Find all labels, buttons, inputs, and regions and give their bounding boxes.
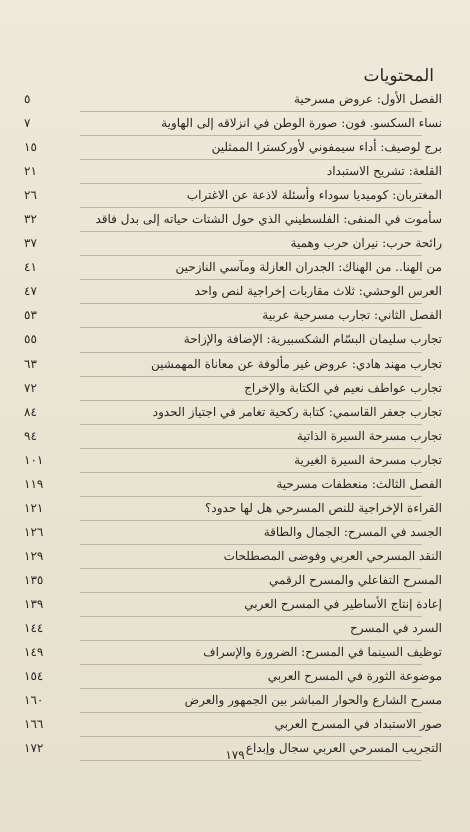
toc-entry <box>24 377 442 401</box>
toc-entry-title: تجارب جعفر القاسمي: كتابة ركحية تغامر في اجتياز الحدود <box>152 404 442 419</box>
toc-entry-title: من الهنا.. من الهناك: الجدران العازلة ومآسي النازحين <box>175 260 442 275</box>
toc-entry-page: ١٤٤ <box>24 621 44 636</box>
toc-entry-title: صور الاستبداد في المسرح العربي <box>274 717 442 732</box>
toc-entry-page: ١٢٦ <box>24 524 44 539</box>
toc-entry <box>24 280 442 304</box>
toc-entry-title: تجارب سليمان البسّام الشكسبيرية: الإضافة والإزاحة <box>183 332 442 347</box>
toc-entry <box>24 593 442 617</box>
toc-entry <box>24 689 442 713</box>
toc-entry <box>24 641 442 665</box>
toc-entry-page: ٦٣ <box>24 356 37 371</box>
toc-entry <box>24 473 442 497</box>
toc-entry-page: ٣٧ <box>24 236 37 251</box>
toc-entry <box>24 136 442 160</box>
toc-entry <box>24 160 442 184</box>
toc-entry-title: سأموت في المنفى: الفلسطيني الذي حول الشتات حياته إلى بدل فاقد <box>95 212 442 227</box>
toc-entry <box>24 449 442 473</box>
toc-entry <box>24 353 442 377</box>
toc-entry-page: ٥٥ <box>24 332 37 347</box>
toc-entry <box>24 401 442 425</box>
page-number: ١٧٩ <box>225 748 245 762</box>
toc-entry <box>24 617 442 641</box>
toc-entry-page: ٤١ <box>24 260 37 275</box>
toc-entry-title: المسرح التفاعلي والمسرح الرقمي <box>269 572 442 587</box>
toc-entry-page: ٧ <box>24 116 31 131</box>
toc-entry-title: برج لوصيف: أداء سيمفوني لأوركسترا الممثلين <box>211 140 442 155</box>
toc-entry-page: ٨٤ <box>24 404 37 419</box>
toc-entry <box>24 208 442 232</box>
toc-entry-title: القراءة الإخراجية للنص المسرحي هل لها حدود؟ <box>205 500 442 515</box>
toc-entry-title: تجارب مسرحة السيرة الغيرية <box>294 452 442 467</box>
toc-entry-page: ١٢١ <box>24 500 44 515</box>
toc-entry <box>24 569 442 593</box>
toc-entry-title: السرد في المسرح <box>349 621 442 636</box>
toc-entry-page: ٤٧ <box>24 284 37 299</box>
toc-entry-page: ٢٦ <box>24 188 37 203</box>
toc-entry-title: توظيف السينما في المسرح: الضرورة والإسراف <box>203 645 442 660</box>
toc-entry-page: ٥٣ <box>24 308 37 323</box>
toc-entry-title: الفصل الثالث: منعطفات مسرحية <box>276 476 442 491</box>
toc-entry <box>24 88 442 112</box>
toc-entry-title: العرس الوحشي: ثلاث مقاربات إخراجية لنص واحد <box>194 284 442 299</box>
toc-entry <box>24 184 442 208</box>
toc-entry-title: التجريب المسرحي العربي سجال وإبداع <box>245 741 442 756</box>
toc-entry <box>24 232 442 256</box>
toc-entry <box>24 521 442 545</box>
toc-entry-title: الجسد في المسرح: الجمال والطاقة <box>263 524 442 539</box>
toc-entry-page: ١٣٩ <box>24 596 44 611</box>
toc-entry-title: مسرح الشارع والحوار المباشر بين الجمهور والعرض <box>184 693 442 708</box>
toc-entry-page: ١٥ <box>24 140 37 155</box>
toc-entry-title: المغتربان: كوميديا سوداء وأسئلة لاذعة عن الاغتراب <box>186 188 442 203</box>
toc-entry-page: ٥ <box>24 92 31 106</box>
toc-entry <box>24 425 442 449</box>
toc-entry-title: النقد المسرحي العربي وفوضى المصطلحات <box>223 548 442 563</box>
toc-entry-page: ١٢٩ <box>24 548 44 563</box>
toc-entry-title: رائحة حرب: نيران حرب وهمية <box>290 236 442 251</box>
table-of-contents <box>0 88 470 761</box>
toc-entry-title: تجارب مسرحة السيرة الذاتية <box>296 428 442 443</box>
toc-entry-page: ٩٤ <box>24 428 37 443</box>
toc-entry-title: نساء السكسو. فون: صورة الوطن في انزلاقه إلى الهاوية <box>161 116 442 131</box>
toc-entry <box>24 304 442 328</box>
toc-entry-title: الفصل الأول: عروض مسرحية <box>293 92 442 106</box>
toc-entry-title: تجارب عواطف نعيم في الكتابة والإخراج <box>244 380 442 395</box>
toc-entry-page: ٧٢ <box>24 380 37 395</box>
toc-entry-title: الفصل الثاني: تجارب مسرحية عربية <box>262 308 442 323</box>
toc-entry-page: ١٦٠ <box>24 693 44 708</box>
toc-entry-page: ١١٩ <box>24 476 44 491</box>
toc-entry <box>24 497 442 521</box>
toc-entry-page: ١٠١ <box>24 452 44 467</box>
toc-entry-title: تجارب مهند هادي: عروض غير مألوفة عن معاناة المهمشين <box>150 356 442 371</box>
toc-entry-title: موضوعة الثورة في المسرح العربي <box>267 669 442 684</box>
toc-entry-title: القلعة: تشريح الاستبداد <box>326 164 442 179</box>
toc-entry-page: ١٤٩ <box>24 645 44 660</box>
toc-entry-page: ١٥٤ <box>24 669 44 684</box>
toc-entry <box>24 665 442 689</box>
toc-entry-page: ٣٢ <box>24 212 37 227</box>
toc-entry <box>24 112 442 136</box>
toc-entry-page: ١٦٦ <box>24 717 44 732</box>
toc-entry <box>24 545 442 569</box>
toc-entry-page: ٢١ <box>24 164 37 179</box>
toc-entry <box>24 713 442 737</box>
toc-entry <box>24 256 442 280</box>
toc-entry-page: ١٣٥ <box>24 572 44 587</box>
toc-entry-title: إعادة إنتاج الأساطير في المسرح العربي <box>244 596 442 611</box>
page-title: المحتويات <box>363 66 434 86</box>
toc-entry-page: ١٧٢ <box>24 741 44 756</box>
toc-entry <box>24 328 442 352</box>
